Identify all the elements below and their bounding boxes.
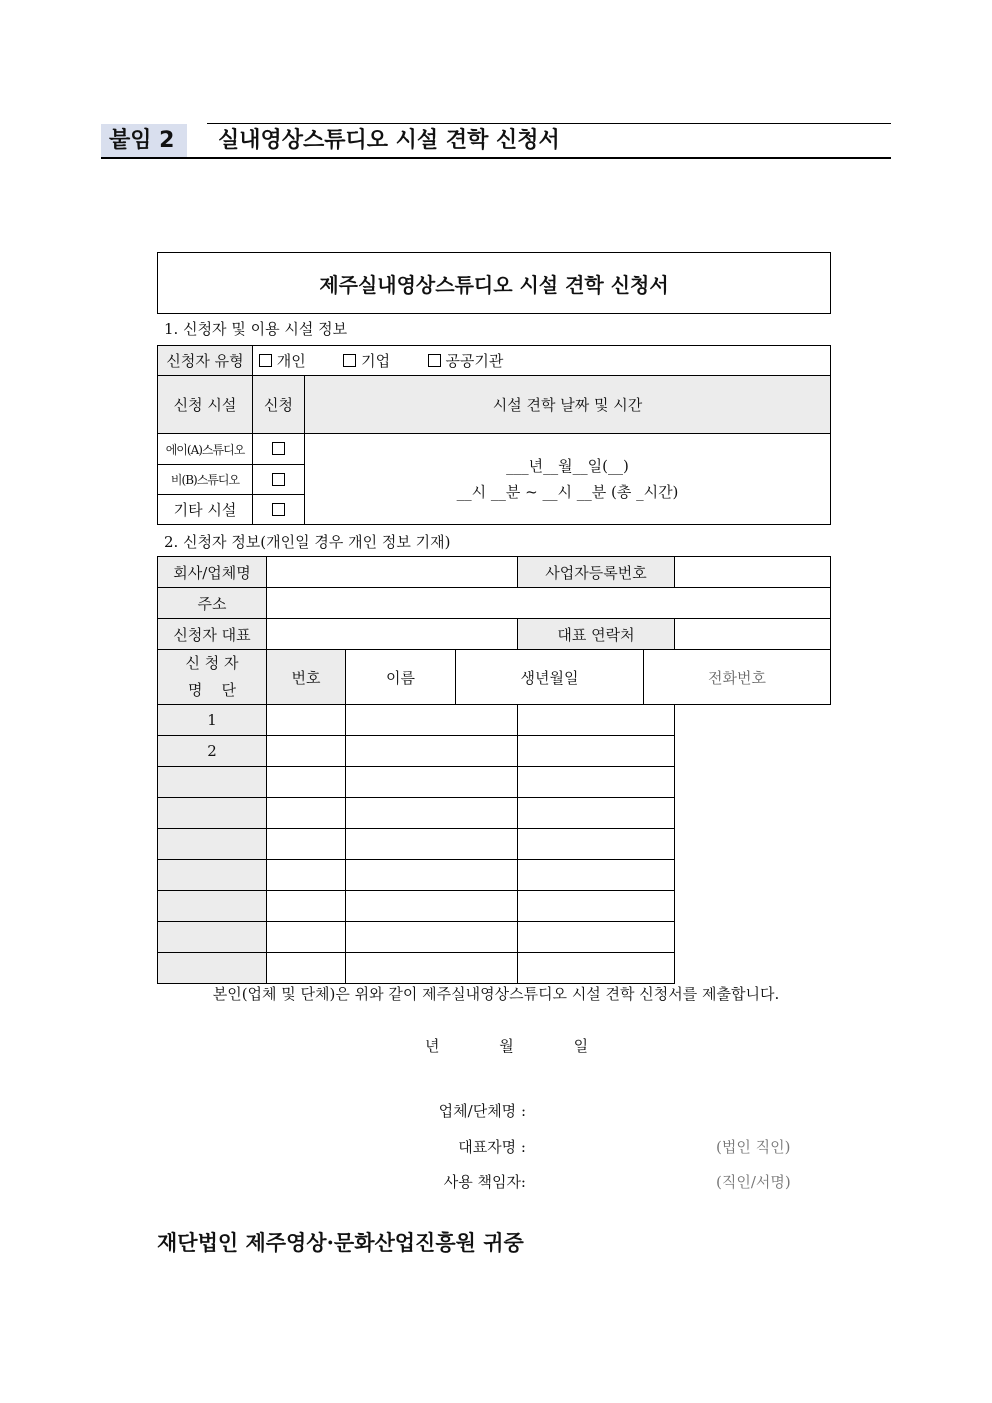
visit-date-template[interactable]: ___년__월__일(__) — [506, 457, 629, 475]
roster-label-line1: 신 청 자 — [185, 654, 239, 672]
roster-phone-field[interactable] — [518, 860, 675, 891]
representative-field[interactable] — [267, 619, 518, 650]
declaration-text: 본인(업체 및 단체)은 위와 같이 제주실내영상스튜디오 시설 견학 신청서를 제출합니다. — [212, 985, 780, 1003]
roster-name-field[interactable] — [267, 922, 346, 953]
attachment-label: 붙임 2 — [101, 124, 187, 157]
roster-birthdate-field[interactable] — [346, 705, 518, 736]
section1-heading: 1. 신청자 및 이용 시설 정보 — [164, 320, 348, 338]
roster-number — [158, 767, 267, 798]
facility-other: 기타 시설 — [158, 495, 253, 525]
apply-column-header: 신청 — [253, 376, 305, 434]
facility-column-header: 신청 시설 — [158, 376, 253, 434]
roster-name-field[interactable] — [267, 953, 346, 984]
roster-name-field[interactable] — [267, 767, 346, 798]
roster-name-field[interactable] — [267, 829, 346, 860]
roster-number — [158, 829, 267, 860]
roster-header-number: 번호 — [267, 650, 346, 705]
representative-label: 신청자 대표 — [158, 619, 267, 650]
rep-contact-label: 대표 연락처 — [518, 619, 675, 650]
day-label: 일 — [573, 1037, 589, 1055]
roster-header-birthdate: 생년월일 — [456, 650, 644, 705]
section2-heading: 2. 신청자 정보(개인일 경우 개인 정보 기재) — [164, 533, 451, 551]
roster-header-phone: 전화번호 — [644, 650, 831, 705]
roster-name-field[interactable] — [267, 891, 346, 922]
roster-birthdate-field[interactable] — [346, 860, 518, 891]
bizno-label: 사업자등록번호 — [518, 557, 675, 588]
option-public: 공공기관 — [445, 352, 504, 370]
apply-cell-b — [253, 465, 305, 495]
company-label: 회사/업체명 — [158, 557, 267, 588]
roster-phone-field[interactable] — [518, 798, 675, 829]
roster-name-field[interactable] — [267, 705, 346, 736]
manager-label: 사용 책임자: — [443, 1173, 526, 1191]
roster-birthdate-field[interactable] — [346, 767, 518, 798]
applicant-type-options — [253, 346, 831, 376]
header-rule-bottom — [101, 157, 891, 159]
roster-phone-field[interactable] — [518, 736, 675, 767]
visit-time-template[interactable]: __시 __분 ~ __시 __분 (총 _시간) — [456, 483, 679, 501]
roster-phone-field[interactable] — [518, 829, 675, 860]
facility-b-studio: 비(B)스튜디오 — [158, 465, 253, 495]
roster-row — [158, 736, 831, 767]
apply-cell-a — [253, 434, 305, 465]
roster-row — [158, 829, 831, 860]
roster-row — [158, 767, 831, 798]
month-label: 월 — [499, 1037, 514, 1055]
datetime-column-header: 시설 견학 날짜 및 시간 — [305, 376, 831, 434]
checkbox-company[interactable] — [343, 354, 356, 367]
roster-label — [158, 650, 267, 705]
facility-a-studio: 에이(A)스튜디오 — [158, 434, 253, 465]
applicant-table — [157, 556, 831, 984]
roster-number — [158, 922, 267, 953]
addressee: 재단법인 제주영상·문화산업진흥원 귀중 — [157, 1230, 524, 1255]
roster-row — [158, 798, 831, 829]
checkbox-public[interactable] — [428, 354, 441, 367]
roster-row — [158, 891, 831, 922]
corporate-seal-note: (법인 직인) — [716, 1138, 791, 1156]
rep-contact-field[interactable] — [675, 619, 831, 650]
roster-phone-field[interactable] — [518, 767, 675, 798]
roster-name-field[interactable] — [267, 798, 346, 829]
roster-number — [158, 798, 267, 829]
roster-name-field[interactable] — [267, 860, 346, 891]
roster-phone-field[interactable] — [518, 953, 675, 984]
checkbox-individual[interactable] — [259, 354, 272, 367]
apply-cell-other — [253, 495, 305, 525]
roster-phone-field[interactable] — [518, 922, 675, 953]
roster-number — [158, 891, 267, 922]
checkbox-other-facility[interactable] — [272, 503, 285, 516]
company-field[interactable] — [267, 557, 518, 588]
address-field[interactable] — [267, 588, 831, 619]
roster-birthdate-field[interactable] — [346, 891, 518, 922]
roster-name-field[interactable] — [267, 736, 346, 767]
option-individual: 개인 — [276, 352, 306, 370]
visit-datetime — [305, 434, 831, 525]
roster-birthdate-field[interactable] — [346, 829, 518, 860]
roster-birthdate-field[interactable] — [346, 953, 518, 984]
roster-row — [158, 860, 831, 891]
roster-header-name: 이름 — [346, 650, 456, 705]
applicant-type-label: 신청자 유형 — [158, 346, 253, 376]
roster-row — [158, 705, 831, 736]
roster-phone-field[interactable] — [518, 705, 675, 736]
facility-table — [157, 345, 831, 525]
roster-birthdate-field[interactable] — [346, 922, 518, 953]
roster-number — [158, 860, 267, 891]
form-title: 제주실내영상스튜디오 시설 견학 신청서 — [157, 252, 831, 314]
roster-row — [158, 953, 831, 984]
checkbox-studio-a[interactable] — [272, 442, 285, 455]
year-label: 년 — [425, 1037, 440, 1055]
roster-birthdate-field[interactable] — [346, 736, 518, 767]
org-name-label: 업체/단체명 : — [438, 1102, 526, 1120]
roster-phone-field[interactable] — [518, 891, 675, 922]
rep-name-label: 대표자명 : — [458, 1138, 526, 1156]
roster-label-line2: 명 단 — [187, 681, 237, 699]
signature-note: (직인/서명) — [716, 1173, 791, 1191]
roster-row — [158, 922, 831, 953]
roster-number — [158, 953, 267, 984]
roster-number: 2 — [158, 736, 267, 767]
date-line — [425, 1035, 588, 1056]
roster-birthdate-field[interactable] — [346, 798, 518, 829]
address-label: 주소 — [158, 588, 267, 619]
option-company: 기업 — [361, 352, 391, 370]
roster-number: 1 — [158, 705, 267, 736]
bizno-field[interactable] — [675, 557, 831, 588]
checkbox-studio-b[interactable] — [272, 473, 285, 486]
page-title: 실내영상스튜디오 시설 견학 신청서 — [218, 128, 560, 153]
